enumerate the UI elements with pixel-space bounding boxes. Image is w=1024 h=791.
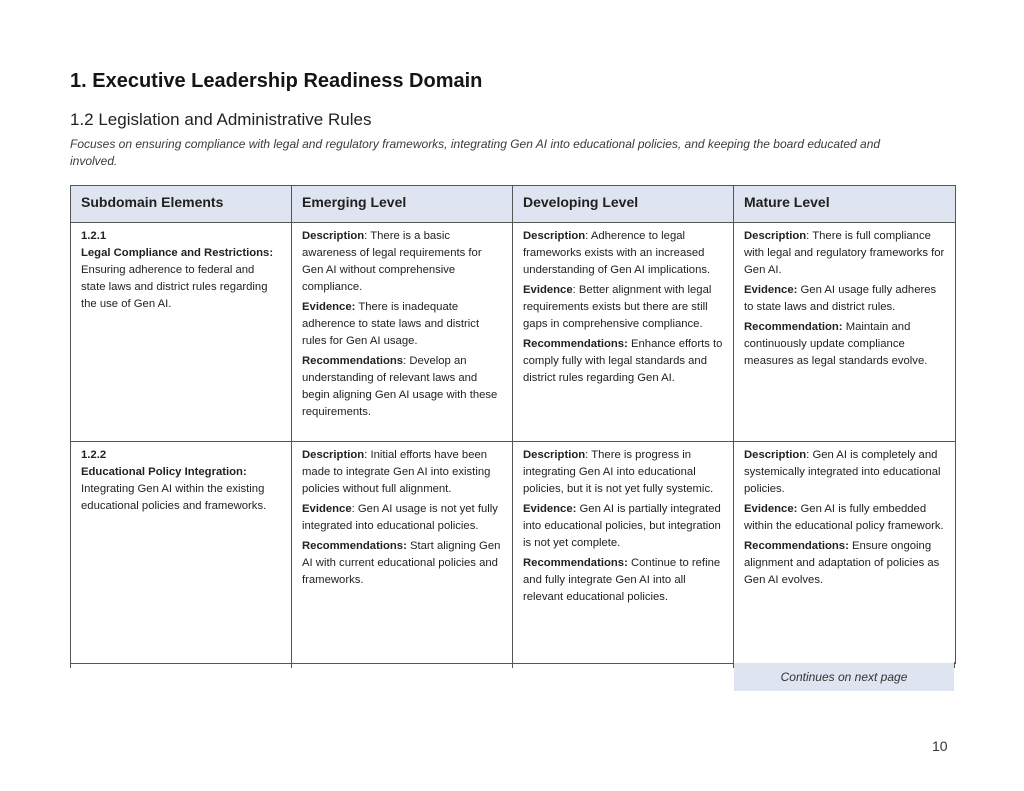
block-sep: :: [403, 355, 410, 367]
block-text: There is inadequate adherence to state laws and district rules for Gen AI usage.: [302, 301, 480, 347]
description-block: [523, 447, 723, 498]
section-subheading: 1.2 Legislation and Administrative Rules: [70, 110, 372, 129]
subdomain-cell: [71, 442, 292, 664]
evidence-block: [302, 299, 502, 350]
column-stub: [954, 662, 955, 668]
element-title: Legal Compliance and Restrictions:: [81, 247, 274, 259]
block-label: Evidence: [523, 284, 573, 296]
element-title: Educational Policy Integration:: [81, 466, 247, 478]
description-block: [744, 447, 945, 498]
block-sep: :: [806, 449, 813, 461]
block-label: Description: [523, 449, 586, 461]
header-emerging: Emerging Level: [292, 186, 513, 223]
block-text: Maintain and continuously update compliance measures as legal standards evolve.: [744, 321, 928, 367]
block-label: Evidence:: [523, 503, 577, 515]
recommendations-block: [744, 538, 945, 589]
block-text: Continue to refine and fully integrate Gen AI into all relevant educational policies.: [523, 557, 721, 603]
block-label: Recommendation:: [744, 321, 843, 333]
block-text: Initial efforts have been made to integrate Gen AI into existing policies without full alignment.: [302, 449, 491, 495]
block-label: Description: [744, 449, 807, 461]
mature-cell: [734, 223, 956, 442]
recommendations-block: [523, 555, 723, 606]
column-stub: [512, 662, 513, 668]
block-text: Gen AI is fully embedded within the educational policy framework.: [744, 503, 944, 532]
page-number: 10: [932, 738, 948, 754]
header-developing: Developing Level: [513, 186, 734, 223]
developing-cell: [513, 442, 734, 664]
evidence-block: [744, 501, 945, 535]
block-label: Description: [302, 230, 365, 242]
block-text: Enhance efforts to comply fully with legal standards and district rules regarding Gen AI.: [523, 338, 723, 384]
element-description: [81, 464, 281, 515]
block-label: Recommendations:: [523, 338, 628, 350]
description-block: [302, 228, 502, 296]
table-row: [71, 442, 956, 664]
column-stub: [291, 662, 292, 668]
block-label: Evidence:: [302, 301, 356, 313]
evidence-block: [523, 282, 723, 333]
block-text: Gen AI usage fully adheres to state laws and district rules.: [744, 284, 937, 313]
block-label: Evidence:: [744, 284, 798, 296]
block-sep: :: [351, 503, 358, 515]
emerging-cell: [292, 223, 513, 442]
block-text: There is progress in integrating Gen AI into educational policies, but it is not yet fully systemic.: [523, 449, 714, 495]
column-stub: [70, 662, 71, 668]
block-text: There is a basic awareness of legal requirements for Gen AI without comprehensive compliance.: [302, 230, 482, 293]
recommendations-block: [302, 353, 502, 421]
block-label: Recommendations:: [302, 540, 407, 552]
developing-cell: [513, 223, 734, 442]
block-label: Description: [302, 449, 365, 461]
block-text: Gen AI is completely and systemically integrated into educational policies.: [744, 449, 941, 495]
recommendations-block: [744, 319, 945, 370]
block-text: Start aligning Gen AI with current educational policies and frameworks.: [302, 540, 501, 586]
block-label: Recommendations:: [744, 540, 849, 552]
block-label: Evidence: [302, 503, 352, 515]
element-text: Ensuring adherence to federal and state laws and district rules regarding the use of Gen AI.: [81, 264, 268, 310]
block-label: Recommendations:: [523, 557, 628, 569]
block-text: Adherence to legal frameworks exists with an increased understanding of Gen AI implications.: [523, 230, 711, 276]
element-id: 1.2.2: [81, 449, 107, 461]
block-text: Gen AI is partially integrated into educational policies, but integration is not yet complete.: [523, 503, 721, 549]
block-text: Ensure ongoing alignment and adaptation of policies as Gen AI evolves.: [744, 540, 940, 586]
table-header-row: [71, 186, 956, 223]
block-text: There is full compliance with legal and regulatory frameworks for Gen AI.: [744, 230, 945, 276]
mature-cell: [734, 442, 956, 664]
element-description: [81, 245, 281, 313]
element-text: Integrating Gen AI within the existing educational policies and frameworks.: [81, 483, 267, 512]
block-sep: :: [572, 284, 579, 296]
evidence-block: [302, 501, 502, 535]
section-intro: Focuses on ensuring compliance with legal and regulatory frameworks, integrating Gen AI into educational policies, and keeping the board educated and involved.: [70, 137, 881, 168]
continues-note: Continues on next page: [734, 663, 954, 691]
emerging-cell: [292, 442, 513, 664]
block-text: Develop an understanding of relevant laws and begin aligning Gen AI usage with these requirements.: [302, 355, 498, 418]
description-block: [523, 228, 723, 279]
block-sep: :: [806, 230, 813, 242]
block-label: Description: [744, 230, 807, 242]
description-block: [744, 228, 945, 279]
header-subdomain: Subdomain Elements: [71, 186, 292, 223]
block-sep: :: [585, 449, 592, 461]
block-sep: :: [364, 449, 371, 461]
recommendations-block: [523, 336, 723, 387]
block-label: Recommendations: [302, 355, 404, 367]
evidence-block: [523, 501, 723, 552]
block-text: Better alignment with legal requirements exists but there are still gaps in comprehensive compliance.: [523, 284, 712, 330]
page-heading: 1. Executive Leadership Readiness Domain: [70, 70, 483, 92]
evidence-block: [744, 282, 945, 316]
subdomain-cell: [71, 223, 292, 442]
block-label: Evidence:: [744, 503, 798, 515]
block-label: Description: [523, 230, 586, 242]
rubric-table: [70, 185, 956, 664]
block-text: Gen AI usage is not yet fully integrated into educational policies.: [302, 503, 498, 532]
block-sep: :: [364, 230, 371, 242]
element-id: 1.2.1: [81, 230, 107, 242]
header-mature: Mature Level: [734, 186, 956, 223]
description-block: [302, 447, 502, 498]
recommendations-block: [302, 538, 502, 589]
table-row: [71, 223, 956, 442]
block-sep: :: [585, 230, 591, 242]
